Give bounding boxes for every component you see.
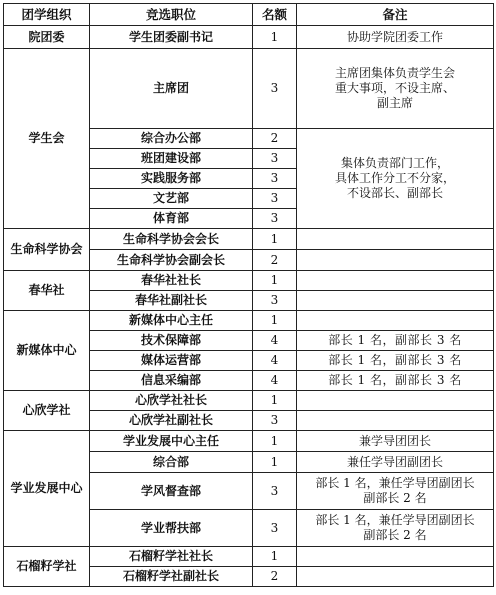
quota-cell: 1 — [253, 391, 297, 411]
header-note: 备注 — [297, 4, 494, 26]
note-line: 不设部长、副部长 — [346, 186, 443, 200]
position-cell: 心欣学社副社长 — [90, 411, 253, 431]
quota-cell: 3 — [253, 510, 297, 547]
note-line: 集体负责部门工作， — [340, 156, 449, 170]
table-row — [4, 311, 494, 331]
position-cell: 春华社社长 — [90, 271, 253, 291]
position-cell: 学业帮扶部 — [90, 510, 253, 547]
position-cell: 春华社副社长 — [90, 291, 253, 311]
org-cell: 新媒体中心 — [4, 311, 90, 391]
org-cell: 院团委 — [4, 26, 90, 49]
note-cell — [297, 291, 494, 311]
position-cell: 学风督查部 — [90, 473, 253, 510]
note-cell: 部长 1 名，副部长 3 名 — [297, 351, 494, 371]
note-cell — [297, 229, 494, 250]
position-cell: 体育部 — [90, 209, 253, 229]
position-cell: 石榴籽学社社长 — [90, 547, 253, 567]
quota-cell: 3 — [253, 169, 297, 189]
note-cell — [297, 129, 494, 229]
note-cell: 兼学导团团长 — [297, 431, 494, 452]
quota-cell: 2 — [253, 250, 297, 271]
note-line: 重大事项，不设主席、 — [334, 81, 455, 95]
note-line: 主席团集体负责学生会 — [334, 66, 455, 80]
position-cell: 生命科学协会会长 — [90, 229, 253, 250]
position-cell: 新媒体中心主任 — [90, 311, 253, 331]
header-quota: 名额 — [253, 4, 297, 26]
org-cell: 生命科学协会 — [4, 229, 90, 271]
position-cell: 学业发展中心主任 — [90, 431, 253, 452]
note-cell: 兼任学导团副团长 — [297, 452, 494, 473]
note-cell — [297, 547, 494, 567]
note-line: 部长 1 名，兼任学导团副团长 — [315, 513, 475, 527]
table-row — [4, 229, 494, 250]
quota-cell: 4 — [253, 351, 297, 371]
quota-cell: 3 — [253, 411, 297, 431]
quota-cell: 2 — [253, 129, 297, 149]
quota-cell: 4 — [253, 331, 297, 351]
note-cell — [297, 250, 494, 271]
org-cell: 春华社 — [4, 271, 90, 311]
org-cell: 心欣学社 — [4, 391, 90, 431]
note-cell: 部长 1 名，副部长 3 名 — [297, 331, 494, 351]
position-cell: 综合部 — [90, 452, 253, 473]
note-cell — [297, 49, 494, 129]
table-row — [4, 26, 494, 49]
header-row — [4, 4, 494, 26]
quota-cell: 1 — [253, 271, 297, 291]
quota-cell: 1 — [253, 229, 297, 250]
positions-table — [3, 3, 494, 587]
note-cell — [297, 473, 494, 510]
position-cell: 心欣学社社长 — [90, 391, 253, 411]
quota-cell: 2 — [253, 567, 297, 587]
quota-cell: 3 — [253, 189, 297, 209]
quota-cell: 1 — [253, 547, 297, 567]
position-cell: 主席团 — [90, 49, 253, 129]
note-cell — [297, 311, 494, 331]
quota-cell: 3 — [253, 49, 297, 129]
quota-cell: 4 — [253, 371, 297, 391]
quota-cell: 1 — [253, 431, 297, 452]
quota-cell: 1 — [253, 452, 297, 473]
note-cell: 协助学院团委工作 — [297, 26, 494, 49]
note-line: 部长 1 名，兼任学导团副团长 — [315, 476, 475, 490]
table-row — [4, 49, 494, 129]
org-cell: 学业发展中心 — [4, 431, 90, 547]
header-position: 竞选职位 — [90, 4, 253, 26]
note-line: 具体工作分工不分家， — [334, 171, 455, 185]
position-cell: 生命科学协会副会长 — [90, 250, 253, 271]
table-row — [4, 391, 494, 411]
position-cell: 综合办公部 — [90, 129, 253, 149]
position-cell: 信息采编部 — [90, 371, 253, 391]
note-line: 副部长 2 名 — [363, 491, 427, 505]
note-line: 副部长 2 名 — [363, 528, 427, 542]
header-org: 团学组织 — [4, 4, 90, 26]
note-line: 副主席 — [376, 96, 413, 110]
note-cell — [297, 411, 494, 431]
quota-cell: 3 — [253, 473, 297, 510]
quota-cell: 1 — [253, 26, 297, 49]
org-cell: 学生会 — [4, 49, 90, 229]
table-row — [4, 431, 494, 452]
position-cell: 班团建设部 — [90, 149, 253, 169]
quota-cell: 3 — [253, 291, 297, 311]
position-cell: 技术保障部 — [90, 331, 253, 351]
quota-cell: 3 — [253, 209, 297, 229]
quota-cell: 3 — [253, 149, 297, 169]
position-cell: 媒体运营部 — [90, 351, 253, 371]
note-cell: 部长 1 名，副部长 3 名 — [297, 371, 494, 391]
table-row — [4, 547, 494, 567]
note-cell — [297, 391, 494, 411]
position-cell: 实践服务部 — [90, 169, 253, 189]
quota-cell: 1 — [253, 311, 297, 331]
note-cell — [297, 567, 494, 587]
position-cell: 石榴籽学社副社长 — [90, 567, 253, 587]
table-row — [4, 271, 494, 291]
position-cell: 学生团委副书记 — [90, 26, 253, 49]
note-cell — [297, 510, 494, 547]
note-cell — [297, 271, 494, 291]
org-cell: 石榴籽学社 — [4, 547, 90, 587]
position-cell: 文艺部 — [90, 189, 253, 209]
